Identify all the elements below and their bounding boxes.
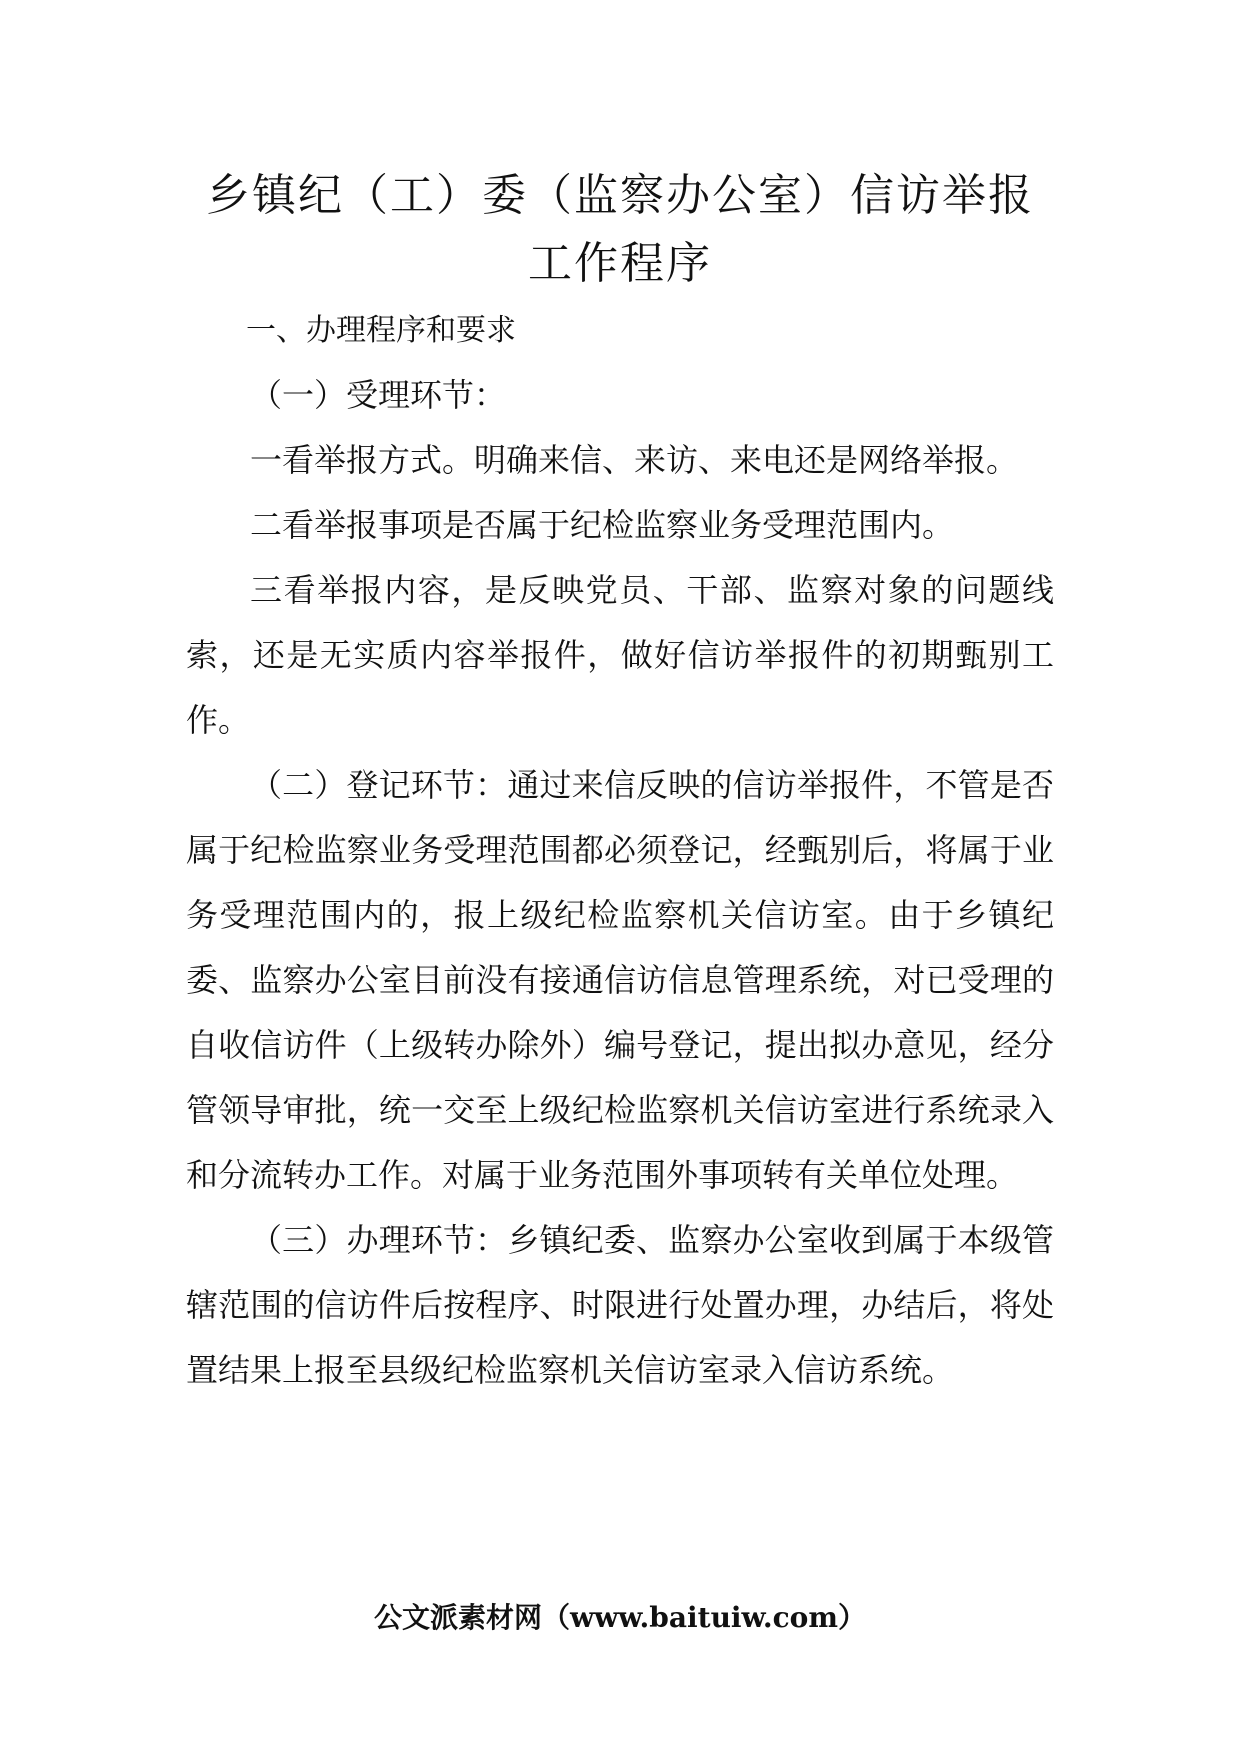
footer-watermark: 公文派素材网（www.baituiw.com）: [374, 1601, 866, 1634]
document-title-line1: 乡镇纪（工）委（监察办公室）信访举报: [206, 170, 1034, 221]
paragraph-report-method: 一看举报方式。明确来信、来访、来电还是网络举报。: [250, 441, 1019, 479]
paragraph-report-scope: 二看举报事项是否属于纪检监察业务受理范围内。: [250, 506, 955, 544]
paragraph-handling: （三）办理环节：乡镇纪委、监察办公室收到属于本级管辖范围的信访件后按程序、时限进行处置办理，办结后，将处置结果上报至县级纪检监察机关信访室录入信访系统。: [186, 1221, 1054, 1389]
document-body: [186, 298, 1054, 1403]
subsection-heading: （一）受理环节：: [250, 376, 507, 414]
section-heading: 一、办理程序和要求: [246, 313, 516, 348]
paragraph-report-content: 三看举报内容，是反映党员、干部、监察对象的问题线索，还是无实质内容举报件，做好信访举报件的初期甄别工作。: [186, 571, 1054, 739]
document-title-line2: 工作程序: [528, 238, 712, 289]
paragraph-registration: （二）登记环节：通过来信反映的信访举报件，不管是否属于纪检监察业务受理范围都必须登记，经甄别后，将属于业务受理范围内的，报上级纪检监察机关信访室。由于乡镇纪委、监察办公室目前没有接通信访信息管理系统，对已受理的自收信访件（上级转办除外）编号登记，提出拟办意见，经分管领导审批，统一交至上级纪检监察机关信访室进行系统录入和分流转办工作。对属于业务范围外事项转有关单位处理。: [186, 766, 1054, 1194]
